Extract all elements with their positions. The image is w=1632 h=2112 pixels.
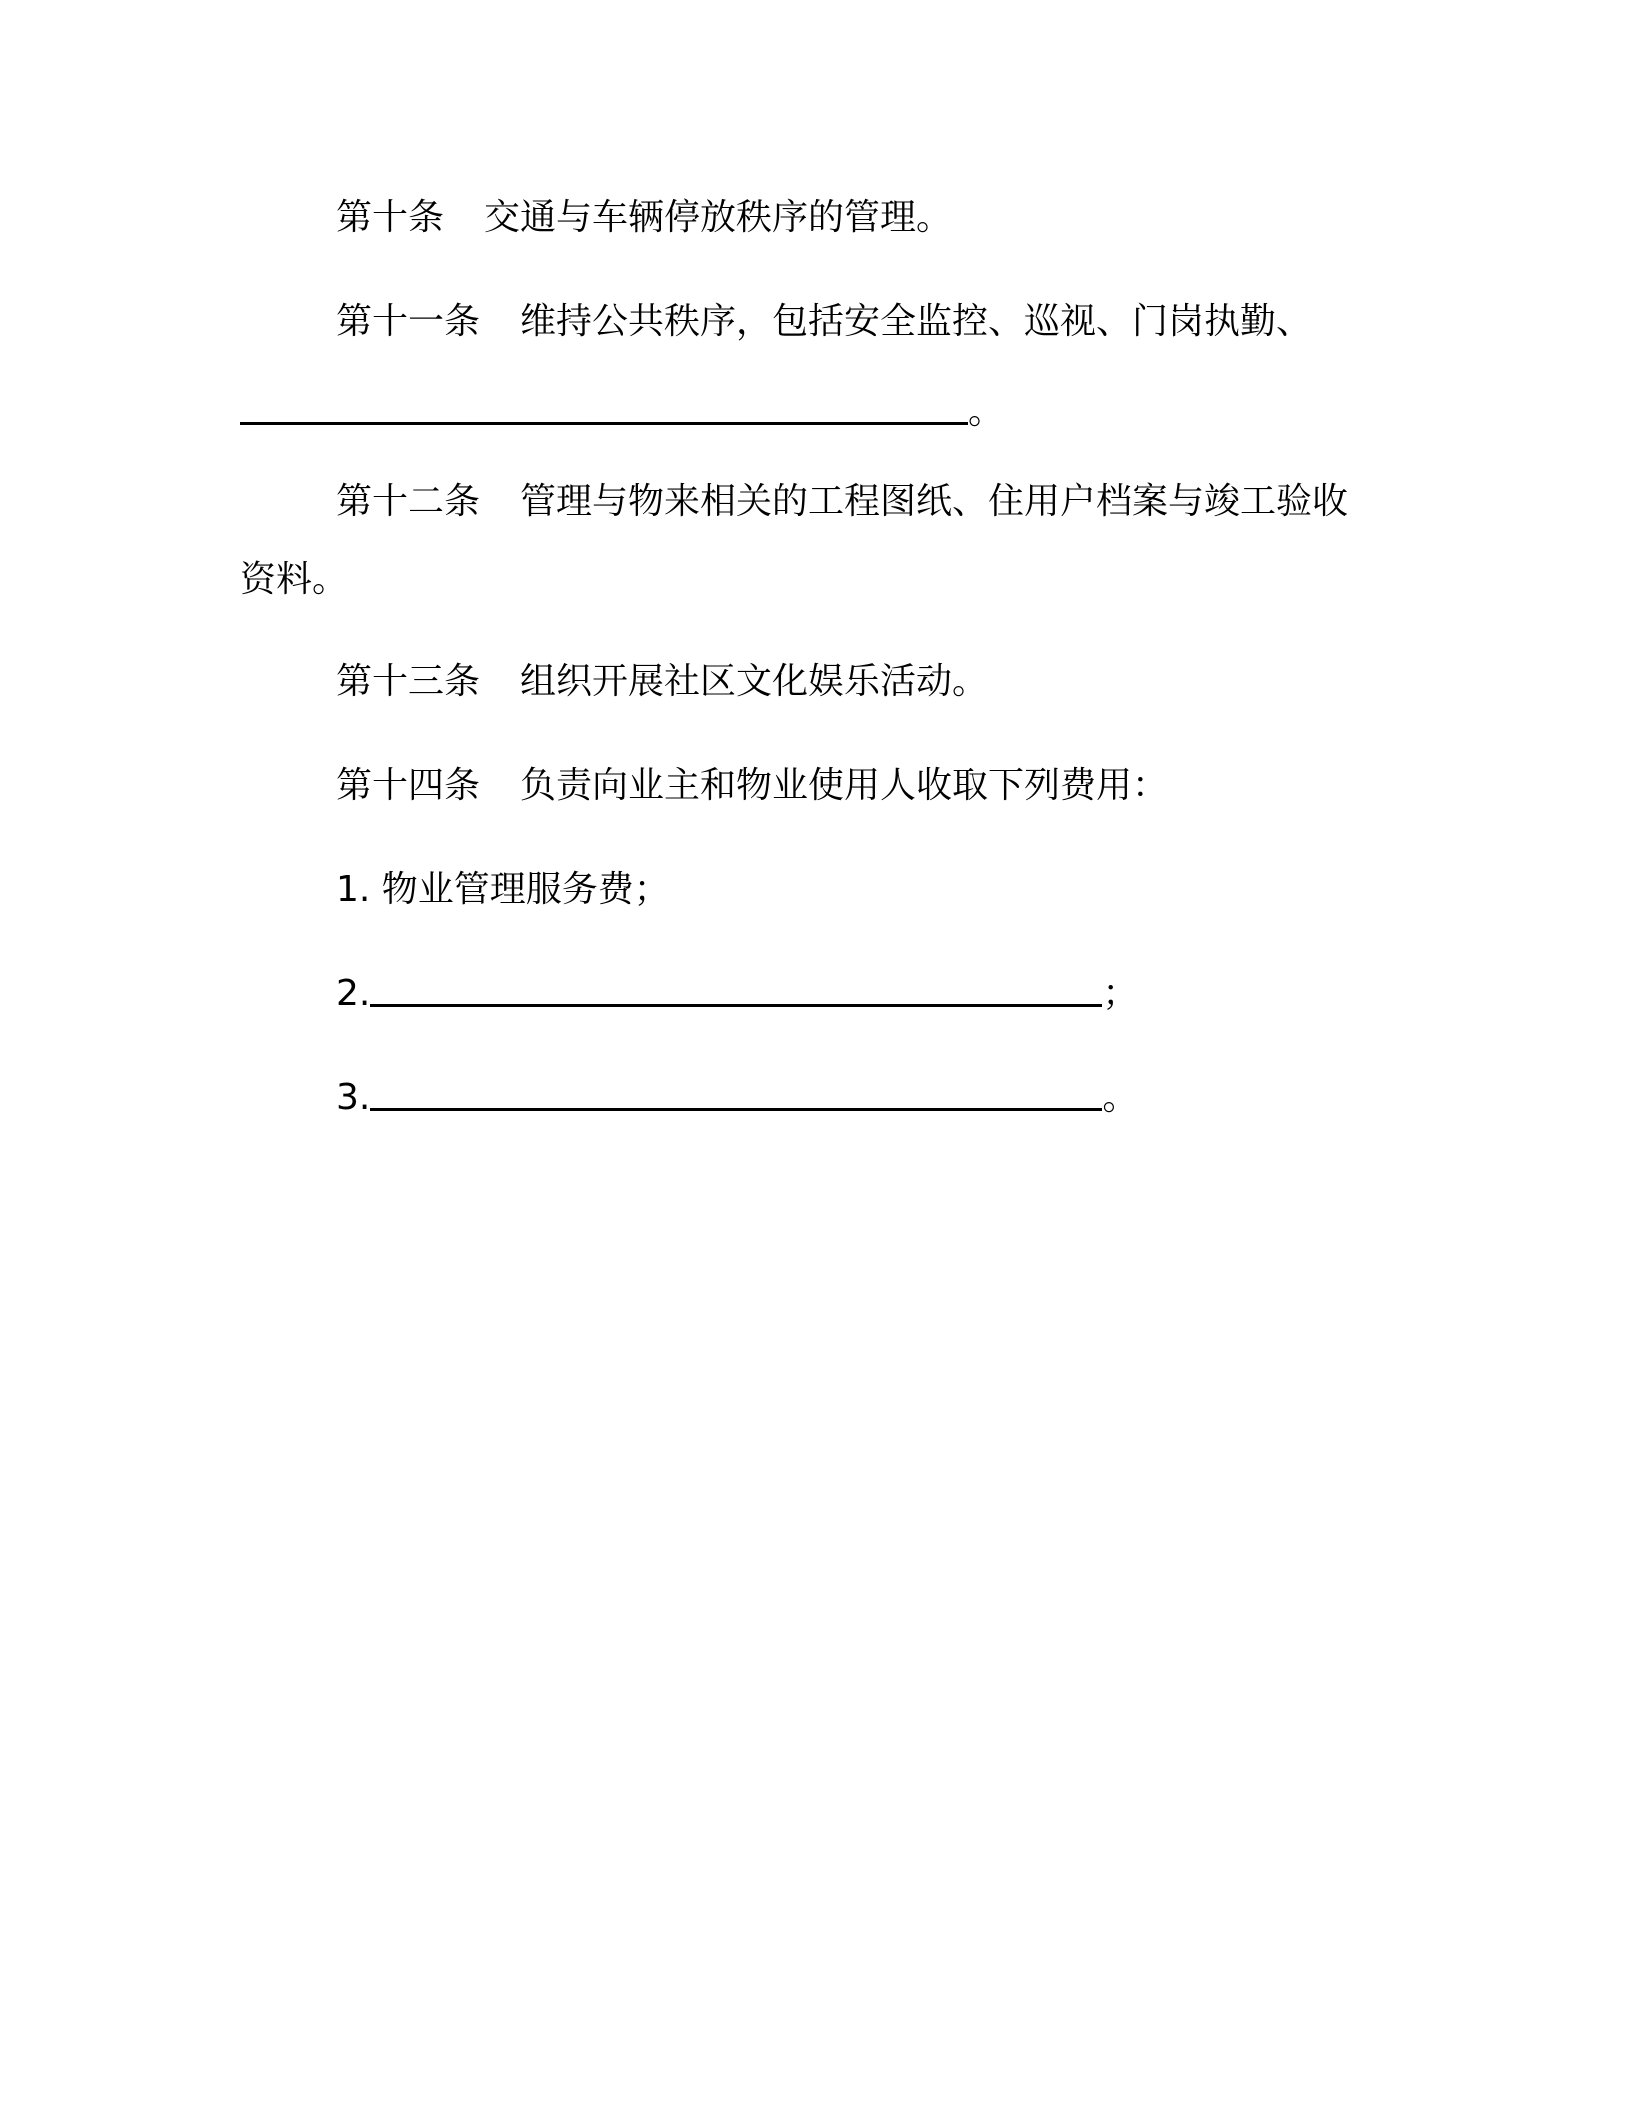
article-11-number: 第十一条 (336, 301, 481, 342)
fee-item-3 (336, 1074, 1476, 1122)
article-14 (336, 762, 1476, 810)
fee-item-label: 2. (336, 973, 371, 1014)
fee-item-1 (336, 866, 1476, 914)
article-11-text: 维持公共秩序，包括安全监控、巡视、门岗执勤、 (520, 301, 1313, 342)
fee-item-label: 1. 物业管理服务费； (336, 869, 670, 910)
article-12-continuation (240, 556, 1380, 604)
article-11-fill-line (240, 388, 1380, 436)
fee-item-end: ； (1102, 973, 1139, 1014)
article-11-end: 。 (968, 391, 1005, 432)
article-12-number: 第十二条 (336, 481, 481, 522)
article-10 (336, 194, 1476, 242)
article-14-text: 负责向业主和物业使用人收取下列费用： (520, 765, 1169, 806)
fee-item-2 (336, 970, 1476, 1018)
fill-in-blank[interactable] (370, 1104, 1102, 1111)
article-14-number: 第十四条 (336, 765, 481, 806)
article-11 (336, 298, 1476, 346)
article-13 (336, 658, 1476, 706)
fee-item-end: 。 (1102, 1077, 1139, 1118)
article-12-continuation-text: 资料。 (240, 559, 349, 600)
fill-in-blank[interactable] (370, 1000, 1102, 1007)
article-10-text: 交通与车辆停放秩序的管理。 (484, 197, 953, 238)
fill-in-blank[interactable] (240, 418, 968, 425)
article-13-number: 第十三条 (336, 661, 481, 702)
fee-item-label: 3. (336, 1077, 371, 1118)
article-12-text: 管理与物来相关的工程图纸、住用户档案与竣工验收 (520, 481, 1349, 522)
article-13-text: 组织开展社区文化娱乐活动。 (520, 661, 989, 702)
article-12 (336, 478, 1476, 526)
article-10-number: 第十条 (336, 197, 445, 238)
